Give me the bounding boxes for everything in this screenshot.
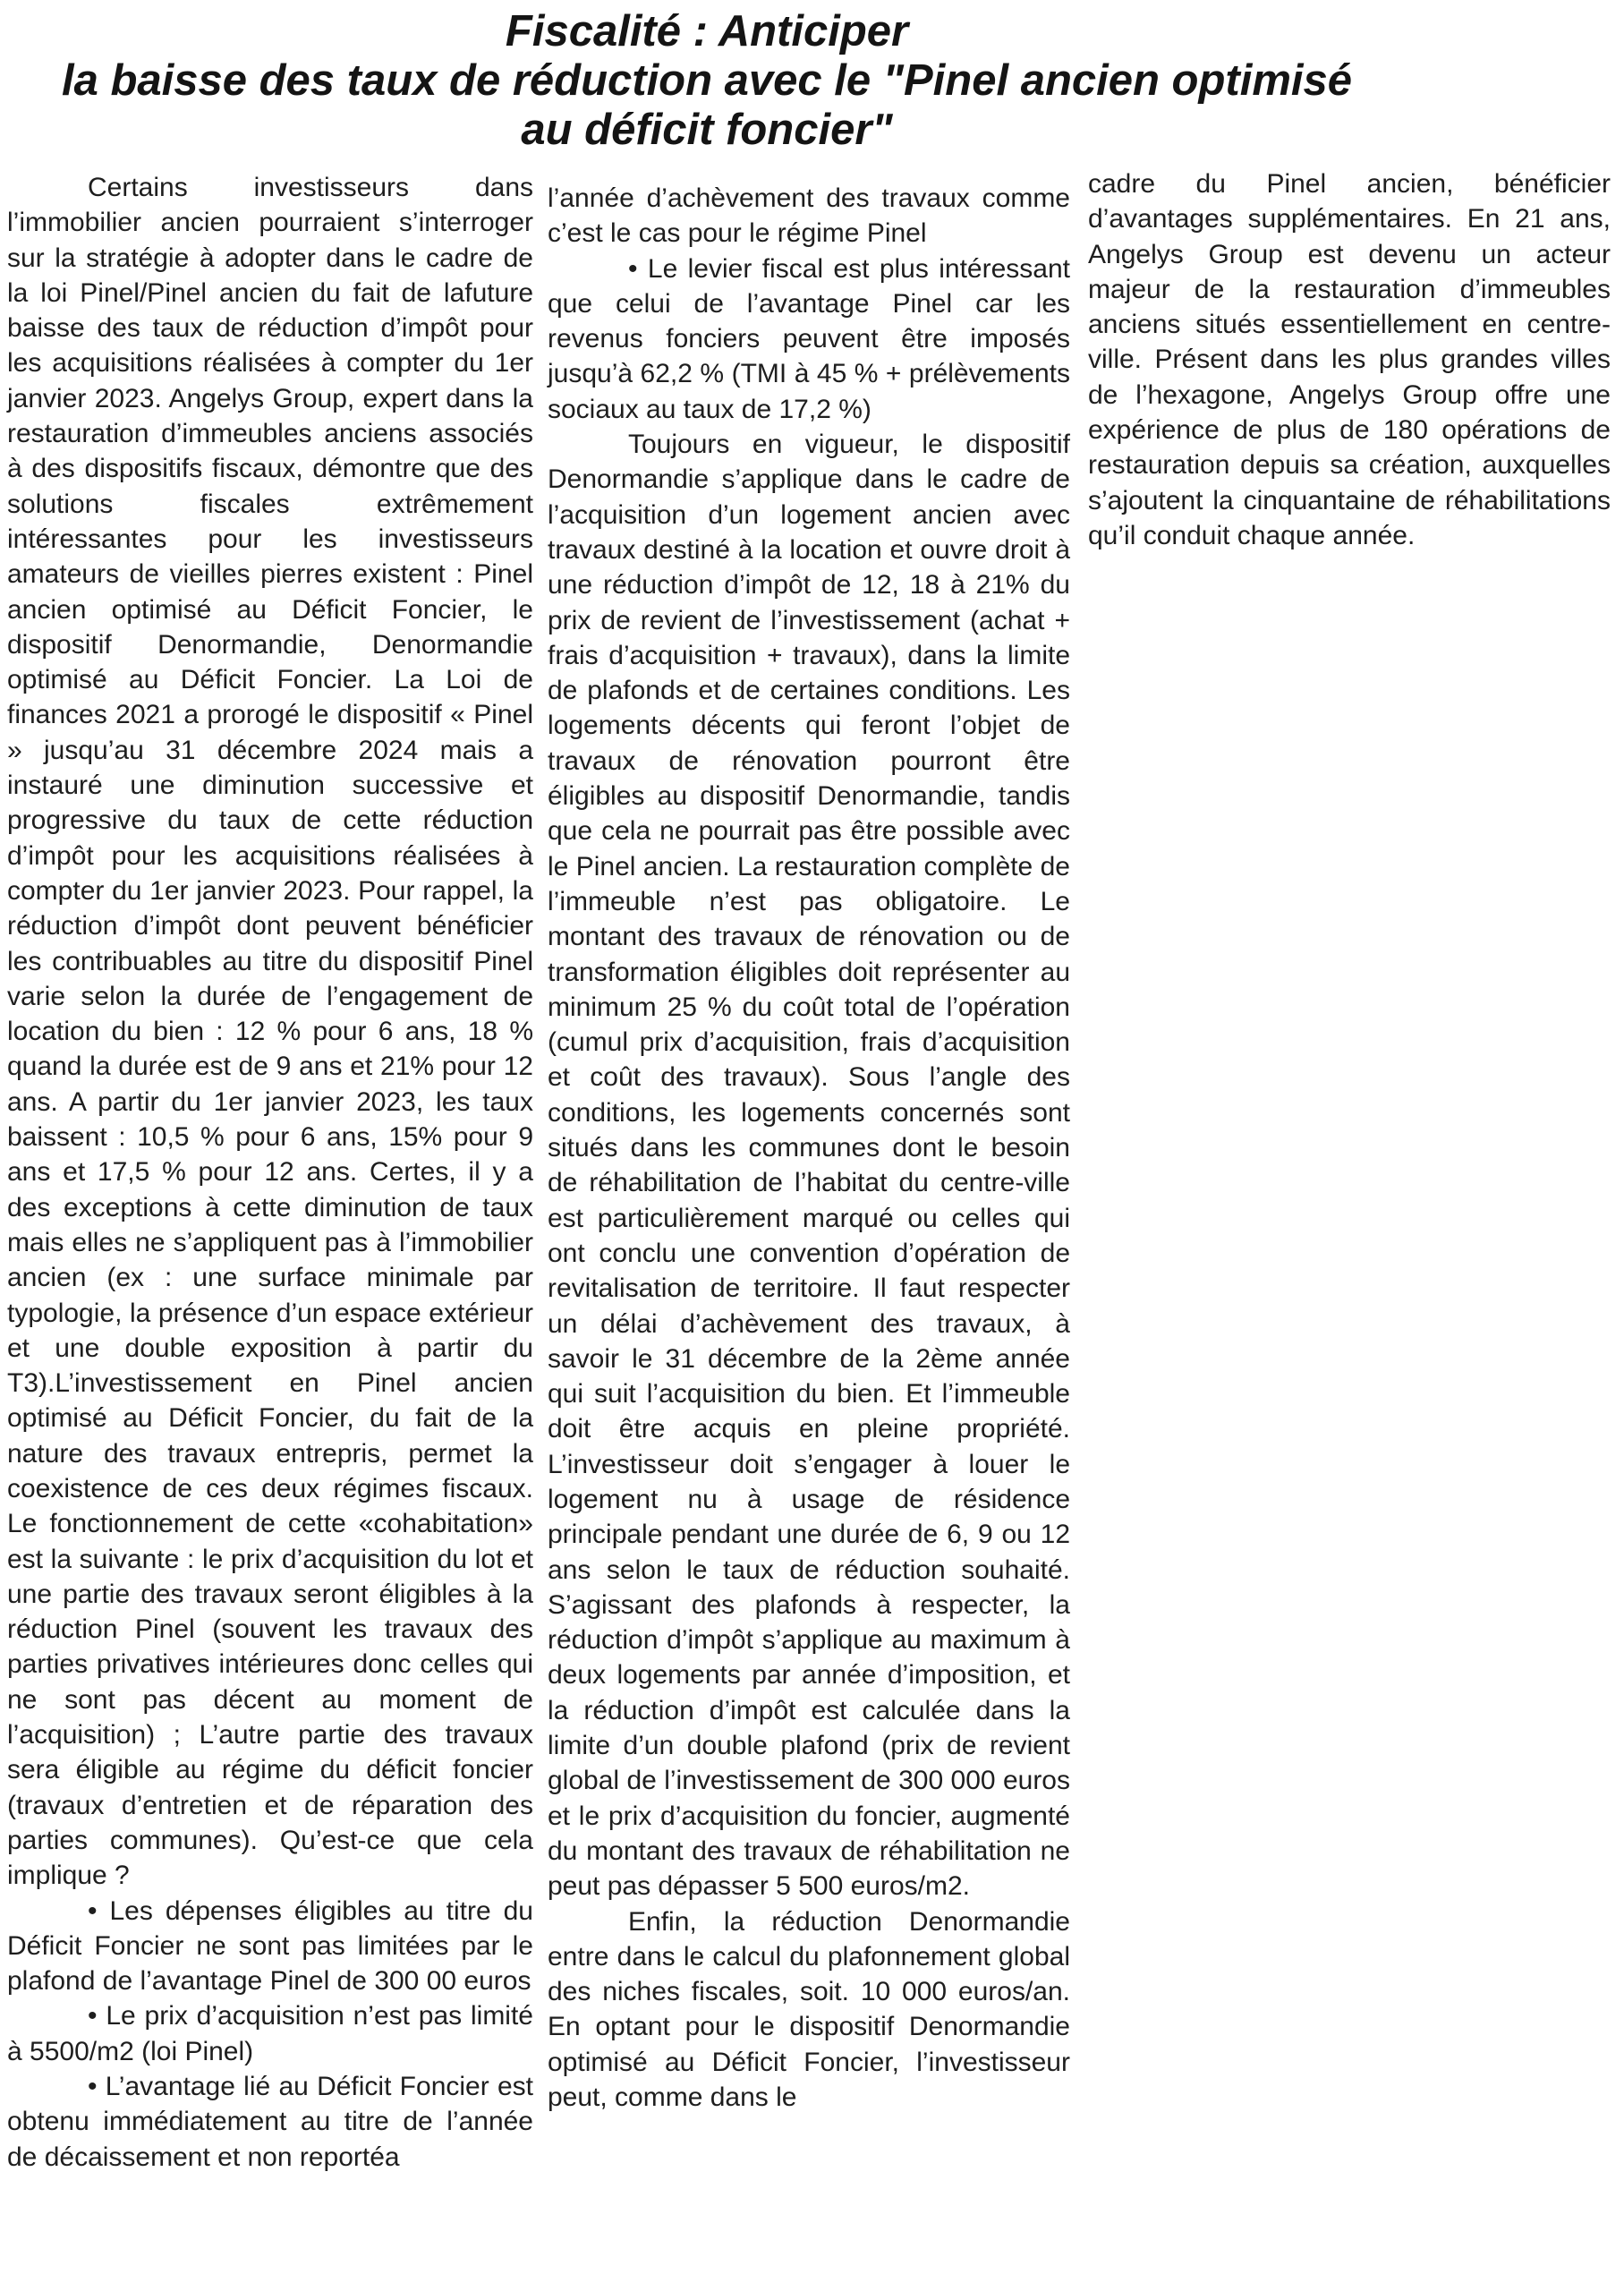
bullet-levier-fiscal: • Le levier fiscal est plus intéressant que celui de l’avantage Pinel car les revenus fonciers peuvent être imposés jusqu’à 62,2 % (TMI à 45 % + prélèvements sociaux au taux de 17,2 %) bbox=[548, 253, 1070, 424]
paragraph-denormandie: Toujours en vigueur, le dispositif Denormandie s’applique dans le cadre de l’acquisition d’un logement ancien avec travaux destiné à la location et ouvre droit à une réduction d’impôt de 12, 18 à 21% du prix de revient de l’investissement (achat + frais d’acquisition + travaux), dans la limite de plafonds et de certaines conditions. Les logements décents qui feront l’objet de travaux de rénovation pourront être éligibles au dispositif Denormandie, tandis que cela ne pourrait pas être possible avec le Pinel ancien. La restauration complète de l’immeuble n’est pas obligatoire. Le montant des travaux de rénovation ou de transformation éligibles doit représenter au minimum 25 % du coût total de l’opération (cumul prix d’acquisition, frais d’acquisition et coût des travaux). Sous l’angle des conditions, les logements concernés sont situés dans les communes dont le besoin de réhabilitation de l’habitat du centre-ville est particulièrement marqué ou celles qui ont conclu une convention d’opération de revitalisation de territoire. Il faut respecter un délai d’achèvement des travaux, à savoir le 31 décembre de la 2ème année qui suit l’acquisition du bien. Et l’immeuble doit être acquis en pleine propriété. L’investisseur doit s’engager à louer le logement nu à usage de résidence principale pendant une durée de 6, 9 ou 12 ans selon le taux de réduction souhaité. S’agissant des plafonds à respecter, la réduction d’impôt s’applique au maximum à deux logements par année d’imposition, et la réduction d’impôt est calculée dans la limite d’un double plafond (prix de revient global de l’investissement de 300 000 euros et le prix d’acquisition du foncier, augmenté du montant des travaux de réhabilitation ne peut pas dépasser 5 500 euros/m2. bbox=[548, 430, 1070, 1902]
bullet-deficit-foncier-depenses: • Les dépenses éligibles au titre du Déficit Foncier ne sont pas limitées par le plafond de l’avantage Pinel de 300 00 euros bbox=[7, 1895, 533, 1997]
headline-line-1: Fiscalité : Anticiper bbox=[505, 7, 909, 55]
paragraph-continuation: l’année d’achèvement des travaux comme c’est le cas pour le régime Pinel bbox=[548, 183, 1070, 249]
text-column-2 bbox=[548, 181, 1070, 2115]
bullet-avantage-immediat: • L’avantage lié au Déficit Foncier est obtenu immédiatement au titre de l’année de décaissement et non reportéa bbox=[7, 2072, 533, 2172]
paragraph-intro: Certains investisseurs dans l’immobilier ancien pourraient s’interroger sur la stratégie à adopter dans le cadre de la loi Pinel/Pinel ancien du fait de lafuture baisse des taux de réduction d’impôt pour les acquisitions réalisées à compter du 1er janvier 2023. Angelys Group, expert dans la restauration d’immeubles anciens associés à des dispositifs fiscaux, démontre que des solutions fiscales extrêmement intéressantes pour les investisseurs amateurs de vieilles pierres existent : Pinel ancien optimisé au Déficit Foncier, le dispositif Denormandie, Denormandie optimisé au Déficit Foncier. La Loi de finances 2021 a prorogé le dispositif « Pinel » jusqu’au 31 décembre 2024 mais a instauré une diminution successive et progressive du taux de cette réduction d’impôt pour les acquisitions réalisées à compter du 1er janvier 2023. Pour rappel, la réduction d’impôt dont peuvent bénéficier les contribuables au titre du dispositif Pinel varie selon la durée de l’engagement de location du bien : 12 % pour 6 ans, 18 % quand la durée est de 9 ans et 21% pour 12 ans. A partir du 1er janvier 2023, les taux baissent : 10,5 % pour 6 ans, 15% pour 9 ans et 17,5 % pour 12 ans. Certes, il y a des exceptions à cette diminution de taux mais elles ne s’appliquent pas à l’immobilier ancien (ex : une surface minimale par typologie, la présence d’un espace extérieur et une double exposition à partir du T3).L’investissement en Pinel ancien optimisé au Déficit Foncier, du fait de la nature des travaux entrepris, permet la coexistence de ces deux régimes fiscaux. Le fonctionnement de cette «cohabitation» est la suivante : le prix d’acquisition du lot et une partie des travaux seront éligibles à la réduction Pinel (souvent les travaux des parties privatives intérieures donc celles qui ne sont pas décent au moment de l’acquisition) ; L’autre partie des travaux sera éligible au régime du déficit foncier (travaux d’entretien et de réparation des parties communes). Qu’est-ce que cela implique ? bbox=[7, 173, 533, 1891]
paragraph-plafonnement: Enfin, la réduction Denormandie entre dans le calcul du plafonnement global des niches fiscales, soit. 10 000 euros/an. En optant pour le dispositif Denormandie optimisé au Déficit Foncier, l’investisseur peut, comme dans le bbox=[548, 1906, 1070, 2113]
bullet-prix-acquisition: • Le prix d’acquisition n’est pas limité à 5500/m2 (loi Pinel) bbox=[7, 2001, 533, 2066]
text-column-1 bbox=[7, 170, 533, 2175]
text-column-3 bbox=[1088, 166, 1611, 553]
headline-line-3: au déficit foncier" bbox=[521, 106, 893, 154]
article-headline bbox=[36, 7, 1378, 155]
paragraph-angelys: cadre du Pinel ancien, bénéficier d’avantages supplémentaires. En 21 ans, Angelys Group est devenu un acteur majeur de la restauration d’immeubles anciens situés essentiellement en centre-ville. Présent dans les plus grandes villes de l’hexagone, Angelys Group offre une expérience de plus de 180 opérations de restauration depuis sa création, auxquelles s’ajoutent la cinquantaine de réhabilitations qu’il conduit chaque année. bbox=[1088, 169, 1611, 550]
headline-line-2: la baisse des taux de réduction avec le "Pinel ancien optimisé bbox=[61, 56, 1353, 105]
